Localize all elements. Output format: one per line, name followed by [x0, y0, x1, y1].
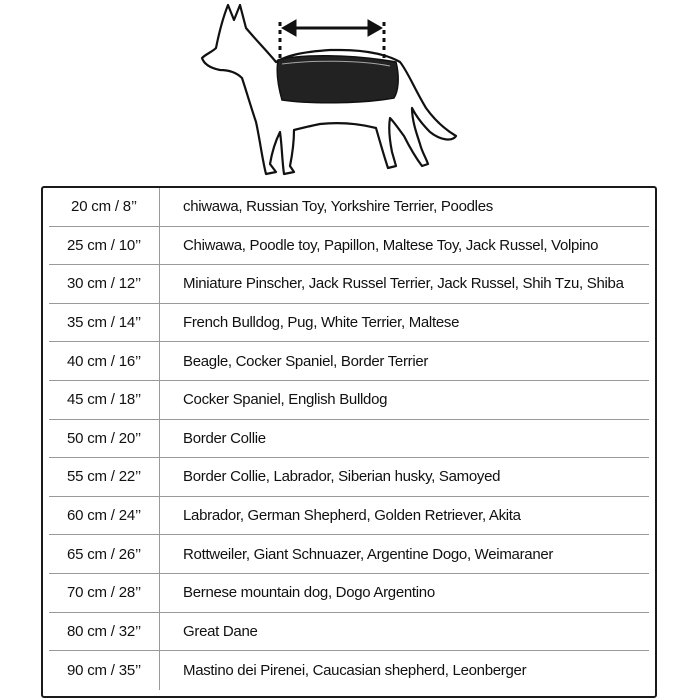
table-row: [49, 535, 649, 574]
size-cell: 50 cm / 20’’: [49, 420, 160, 458]
breeds-cell: Border Collie, Labrador, Siberian husky, Samoyed: [183, 468, 501, 486]
size-cell: 55 cm / 22’’: [49, 458, 160, 496]
table-row: [49, 227, 649, 266]
size-cell: 45 cm / 18’’: [49, 381, 160, 419]
breeds-cell: Beagle, Cocker Spaniel, Border Terrier: [183, 352, 429, 370]
table-row: [49, 574, 649, 613]
breeds-cell: French Bulldog, Pug, White Terrier, Maltese: [183, 314, 460, 332]
breeds-cell: Bernese mountain dog, Dogo Argentino: [183, 584, 435, 602]
breeds-cell: Border Collie: [183, 429, 266, 447]
breeds-cell: chiwawa, Russian Toy, Yorkshire Terrier, Poodles: [183, 198, 493, 216]
table-row: [49, 613, 649, 652]
size-cell: 35 cm / 14’’: [49, 304, 160, 342]
breeds-cell: Labrador, German Shepherd, Golden Retriever, Akita: [183, 507, 521, 525]
size-cell: 60 cm / 24’’: [49, 497, 160, 535]
breeds-cell: Miniature Pinscher, Jack Russel Terrier, Jack Russel, Shih Tzu, Shiba: [183, 275, 624, 293]
size-cell: 65 cm / 26’’: [49, 535, 160, 573]
table-row: [49, 420, 649, 459]
dog-measurement-illustration: [190, 0, 470, 185]
size-cell: 40 cm / 16’’: [49, 342, 160, 380]
breeds-cell: Rottweiler, Giant Schnuazer, Argentine Dogo, Weimaraner: [183, 545, 554, 563]
size-chart-table: [41, 186, 657, 698]
breeds-cell: Cocker Spaniel, English Bulldog: [183, 391, 388, 409]
table-row: [49, 651, 649, 690]
breeds-cell: Great Dane: [183, 622, 258, 640]
table-row: [49, 497, 649, 536]
size-cell: 70 cm / 28’’: [49, 574, 160, 612]
table-row: [49, 265, 649, 304]
table-row: [49, 304, 649, 343]
breeds-cell: Mastino dei Pirenei, Caucasian shepherd, Leonberger: [183, 661, 527, 679]
breeds-cell: Chiwawa, Poodle toy, Papillon, Maltese Toy, Jack Russel, Volpino: [183, 236, 599, 254]
table-row: [49, 458, 649, 497]
table-row: [49, 188, 649, 227]
table-row: [49, 381, 649, 420]
size-cell: 90 cm / 35’’: [49, 651, 160, 690]
size-cell: 80 cm / 32’’: [49, 613, 160, 651]
size-cell: 20 cm / 8’’: [49, 188, 160, 226]
table-row: [49, 342, 649, 381]
size-cell: 25 cm / 10’’: [49, 227, 160, 265]
size-cell: 30 cm / 12’’: [49, 265, 160, 303]
double-arrow-icon: [282, 20, 382, 36]
